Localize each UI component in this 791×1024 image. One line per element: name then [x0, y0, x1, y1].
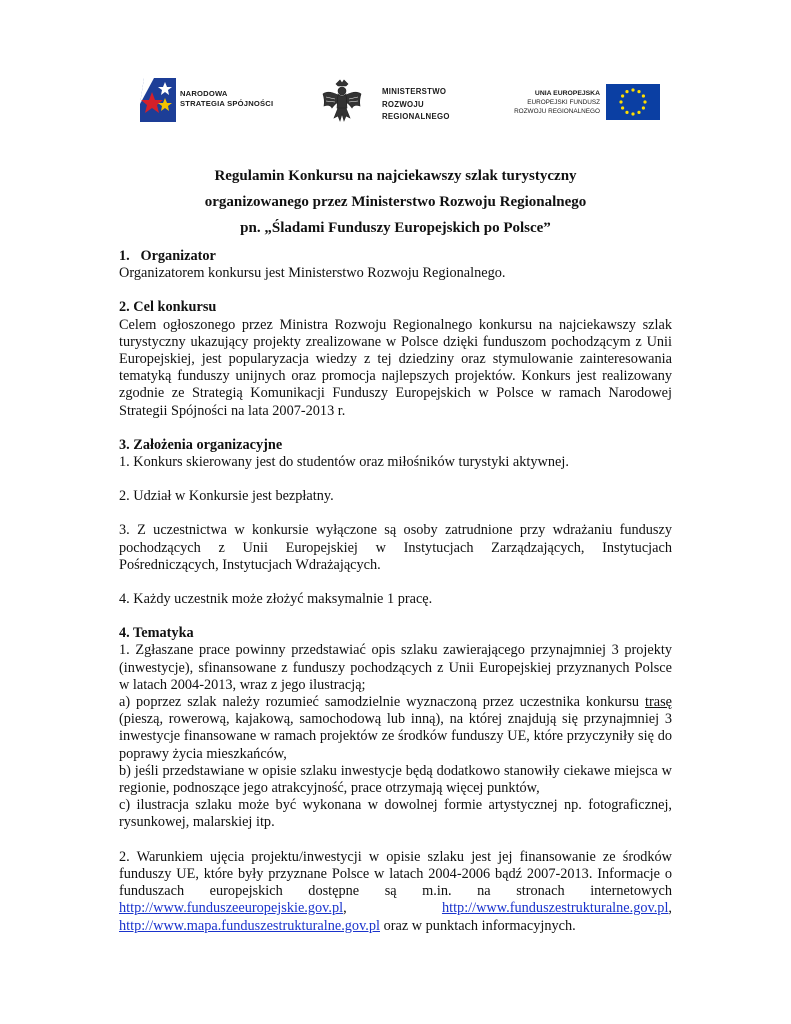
link-funduszeeuropejskie[interactable]: http://www.funduszeeuropejskie.gov.pl — [119, 900, 344, 917]
nss-logo — [140, 78, 280, 122]
link-separator-2: , — [668, 900, 672, 917]
section-topics-a-before: a) poprzez szlak należy rozumieć samodzielnie wyznaczoną przez uczestnika konkursu — [119, 694, 645, 711]
section-topics-p2-text: 2. Warunkiem ujęcia projektu/inwestycji w opisie szlaku jest jej finansowanie ze środków funduszy UE, które były przyznane Polsce w latach 2004-2006 bądź 2007-2013. Informacje o funduszach europejskich dostępne są m.in. na stronach internetowych — [119, 848, 672, 900]
ministry-logo-line2: ROZWOJU — [382, 99, 424, 109]
link-separator: , — [343, 900, 442, 917]
section-goal-text: Celem ogłoszonego przez Ministra Rozwoju Regionalnego konkursu na najciekawszy szlak turystyczny ukazujący projekty zrealizowane w Polsce dzięki funduszom pochodzącym z Unii Europejskiej, jest popularyzacja wiedzy z tej dziedziny oraz stymulowanie zainteresowania tematyką funduszy unijnych oraz promocja najlepszych projektów. Konkurs jest realizowany zgodnie ze Strategią Komunikacji Funduszy Europejskich w Polsce w ramach Narodowej Strategii Spójności na lata 2007-2013 r. — [119, 316, 672, 419]
title-line-3: pn. „Śladami Funduszy Europejskich po Polsce” — [240, 220, 551, 236]
link-mapa-funduszestrukturalne[interactable]: http://www.mapa.funduszestrukturalne.gov.pl — [119, 917, 380, 934]
section-topics-a — [119, 694, 672, 763]
section-organization-heading: 3. Założenia organizacyjne — [119, 436, 283, 453]
section-topics-a-after: (pieszą, rowerową, kajakową, samochodową lub inną), na której znajdują się przynajmniej 3 inwestycje finansowane w ramach projektów ze środków funduszy UE, które przyczyniły się do poprawy życia mieszkańców, — [119, 711, 672, 762]
link-funduszestrukturalne[interactable]: http://www.funduszestrukturalne.gov.pl — [441, 900, 669, 917]
nss-emblem-icon — [140, 78, 176, 122]
eu-logo — [514, 84, 660, 124]
title-line-2: organizowanego przez Ministerstwo Rozwoju Regionalnego — [204, 194, 587, 210]
section-goal — [119, 299, 672, 419]
section-organization-p3: 3. Z uczestnictwa w konkursie wyłączone są osoby zatrudnione przy wdrażaniu funduszy pochodzących z Unii Europejskiej w Instytucjach Zarządzających, Instytucjach Pośredniczących, Instytucjach Wdrażających. — [119, 522, 672, 573]
ministry-logo — [320, 78, 470, 124]
header-logos — [140, 74, 660, 126]
title-line-1: Regulamin Konkursu na najciekawszy szlak turystyczny — [214, 168, 577, 184]
section-topics-p1: 1. Zgłaszane prace powinny przedstawiać opis szlaku zawierającego przynajmniej 3 projekty (inwestycje), sfinansowane z funduszy pochodzących z Unii Europejskiej przyznanych Polsce w latach 2004-2013, wraz z jego ilustracją; — [119, 642, 672, 693]
ministry-logo-line1: MINISTERSTWO — [382, 87, 447, 96]
section-organization-p2: 2. Udział w Konkursie jest bezpłatny. — [119, 488, 334, 505]
eu-logo-line1: UNIA EUROPEJSKA — [534, 90, 600, 97]
nss-logo-line2: STRATEGIA SPÓJNOŚCI — [180, 99, 274, 108]
eu-logo-line2: EUROPEJSKI FUNDUSZ — [527, 99, 600, 106]
section-topics-b: b) jeśli przedstawiane w opisie szlaku inwestycje będą dodatkowo stanowiły ciekawe miejsca w regionie, podnoszące jego atrakcyjność, prace otrzymają więcej punktów, — [119, 762, 672, 797]
nss-logo-line1: NARODOWA — [180, 89, 228, 98]
section-topics-a-underlined: trasę — [645, 694, 672, 711]
section-topics-c: c) ilustracja szlaku może być wykonana w dowolnej formie artystycznej np. fotograficznej, rysunkowej, malarskiej itp. — [119, 797, 672, 831]
section-topics-heading: 4. Tematyka — [119, 625, 194, 642]
section-organization — [119, 437, 672, 608]
section-topics — [119, 625, 672, 934]
eu-flag-icon — [606, 84, 660, 120]
section-topics-p2 — [119, 849, 672, 935]
ministry-logo-line3: REGIONALNEGO — [382, 112, 450, 121]
section-organizer-text: Organizatorem konkursu jest Ministerstwo Rozwoju Regionalnego. — [119, 265, 506, 282]
document-title — [0, 163, 791, 241]
eu-logo-line3: ROZWOJU REGIONALNEGO — [514, 108, 600, 115]
section-organization-p1: 1. Konkurs skierowany jest do studentów oraz miłośników turystyki aktywnej. — [119, 454, 569, 471]
section-goal-heading: 2. Cel konkursu — [119, 299, 217, 316]
eagle-emblem-icon — [320, 78, 364, 124]
section-topics-p2-tail: oraz w punktach informacyjnych. — [380, 917, 576, 934]
section-organizer — [119, 248, 672, 282]
document-body — [119, 248, 672, 935]
section-organizer-heading: 1. Organizator — [119, 248, 216, 264]
section-organization-p4: 4. Każdy uczestnik może złożyć maksymalnie 1 pracę. — [119, 591, 433, 608]
